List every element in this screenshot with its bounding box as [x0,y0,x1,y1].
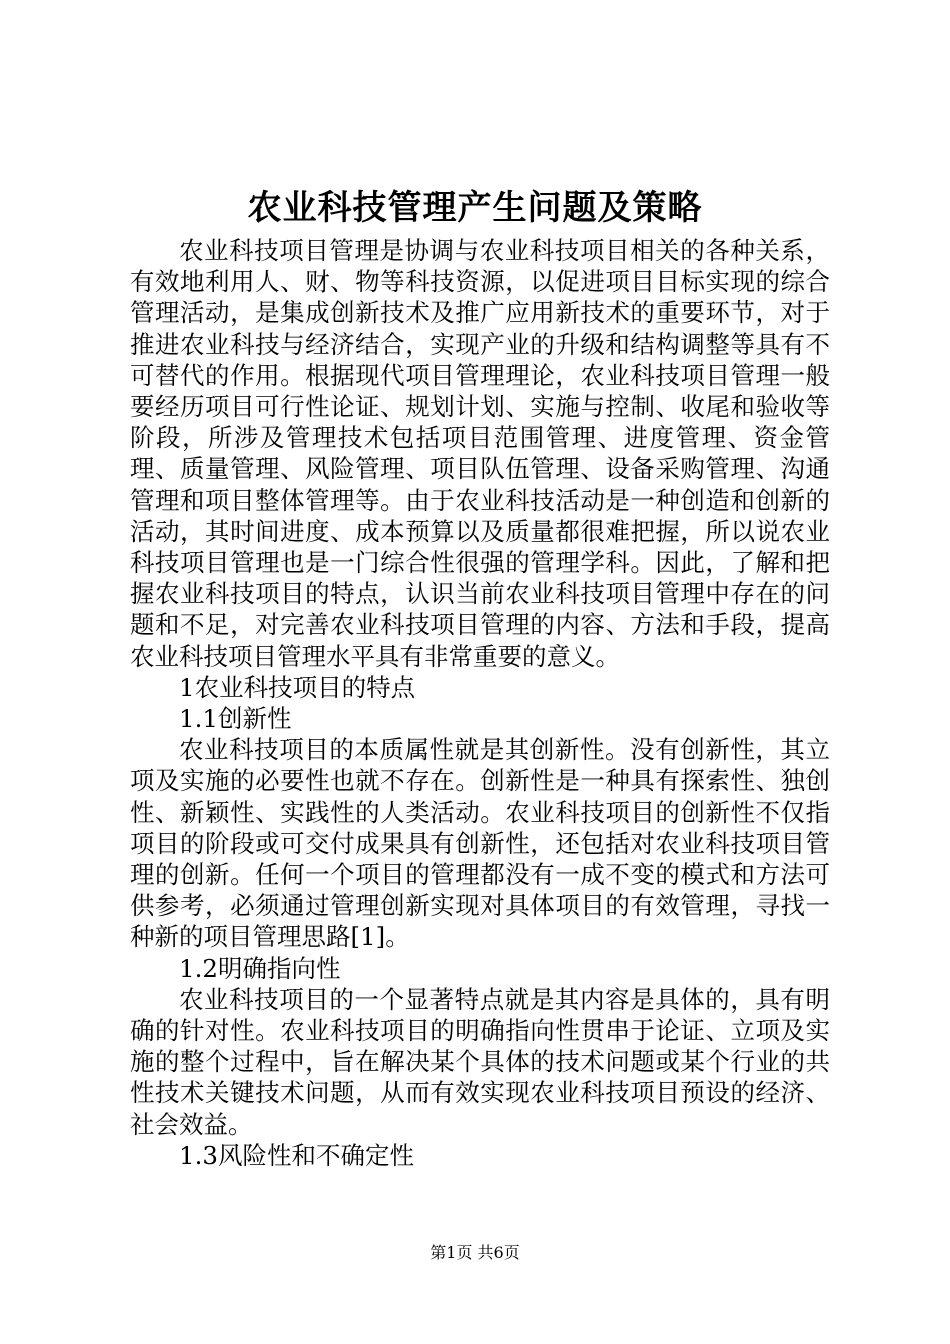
paragraph-directionality: 农业科技项目的一个显著特点就是其内容是具体的，具有明确的针对性。农业科技项目的明确指向性贯串于论证、立项及实施的整个过程中，旨在解决某个具体的技术问题或某个行业的共性技术关键技术问题，从而有效实现农业科技项目预设的经济、社会效益。 [130,984,830,1139]
paragraph-innovation: 农业科技项目的本质属性就是其创新性。没有创新性，其立项及实施的必要性也就不存在。创新性是一种具有探索性、独创性、新颖性、实践性的人类活动。农业科技项目的创新性不仅指项目的阶段或可交付成果具有创新性，还包括对农业科技项目管理的创新。任何一个项目的管理都没有一成不变的模式和方法可供参考，必须通过管理创新实现对具体项目的有效管理，寻找一种新的项目管理思路[1]。 [130,735,830,952]
document-title: 农业科技管理产生问题及策略 [247,188,703,228]
subsection-heading-1-2: 1.2明确指向性 [179,953,341,983]
section-heading-1: 1农业科技项目的特点 [179,672,416,702]
subsection-heading-1-1: 1.1创新性 [179,704,292,734]
subsection-heading-1-3: 1.3风险性和不确定性 [179,1140,414,1170]
intro-paragraph: 农业科技项目管理是协调与农业科技项目相关的各种关系，有效地利用人、财、物等科技资源，以促进项目目标实现的综合管理活动，是集成创新技术及推广应用新技术的重要环节，对于推进农业科技与经济结合，实现产业的升级和结构调整等具有不可替代的作用。根据现代项目管理理论，农业科技项目管理一般要经历项目可行性论证、规划计划、实施与控制、收尾和验收等阶段，所涉及管理技术包括项目范围管理、进度管理、资金管理、质量管理、风险管理、项目队伍管理、设备采购管理、沟通管理和项目整体管理等。由于农业科技活动是一种创造和创新的活动，其时间进度、成本预算以及质量都很难把握，所以说农业科技项目管理也是一门综合性很强的管理学科。因此，了解和把握农业科技项目的特点，认识当前农业科技项目管理中存在的问题和不足，对完善农业科技项目管理的内容、方法和手段，提高农业科技项目管理水平具有非常重要的意义。 [130,236,830,671]
page-number-footer: 第1页 共6页 [430,1243,520,1262]
document-body [130,235,830,1171]
